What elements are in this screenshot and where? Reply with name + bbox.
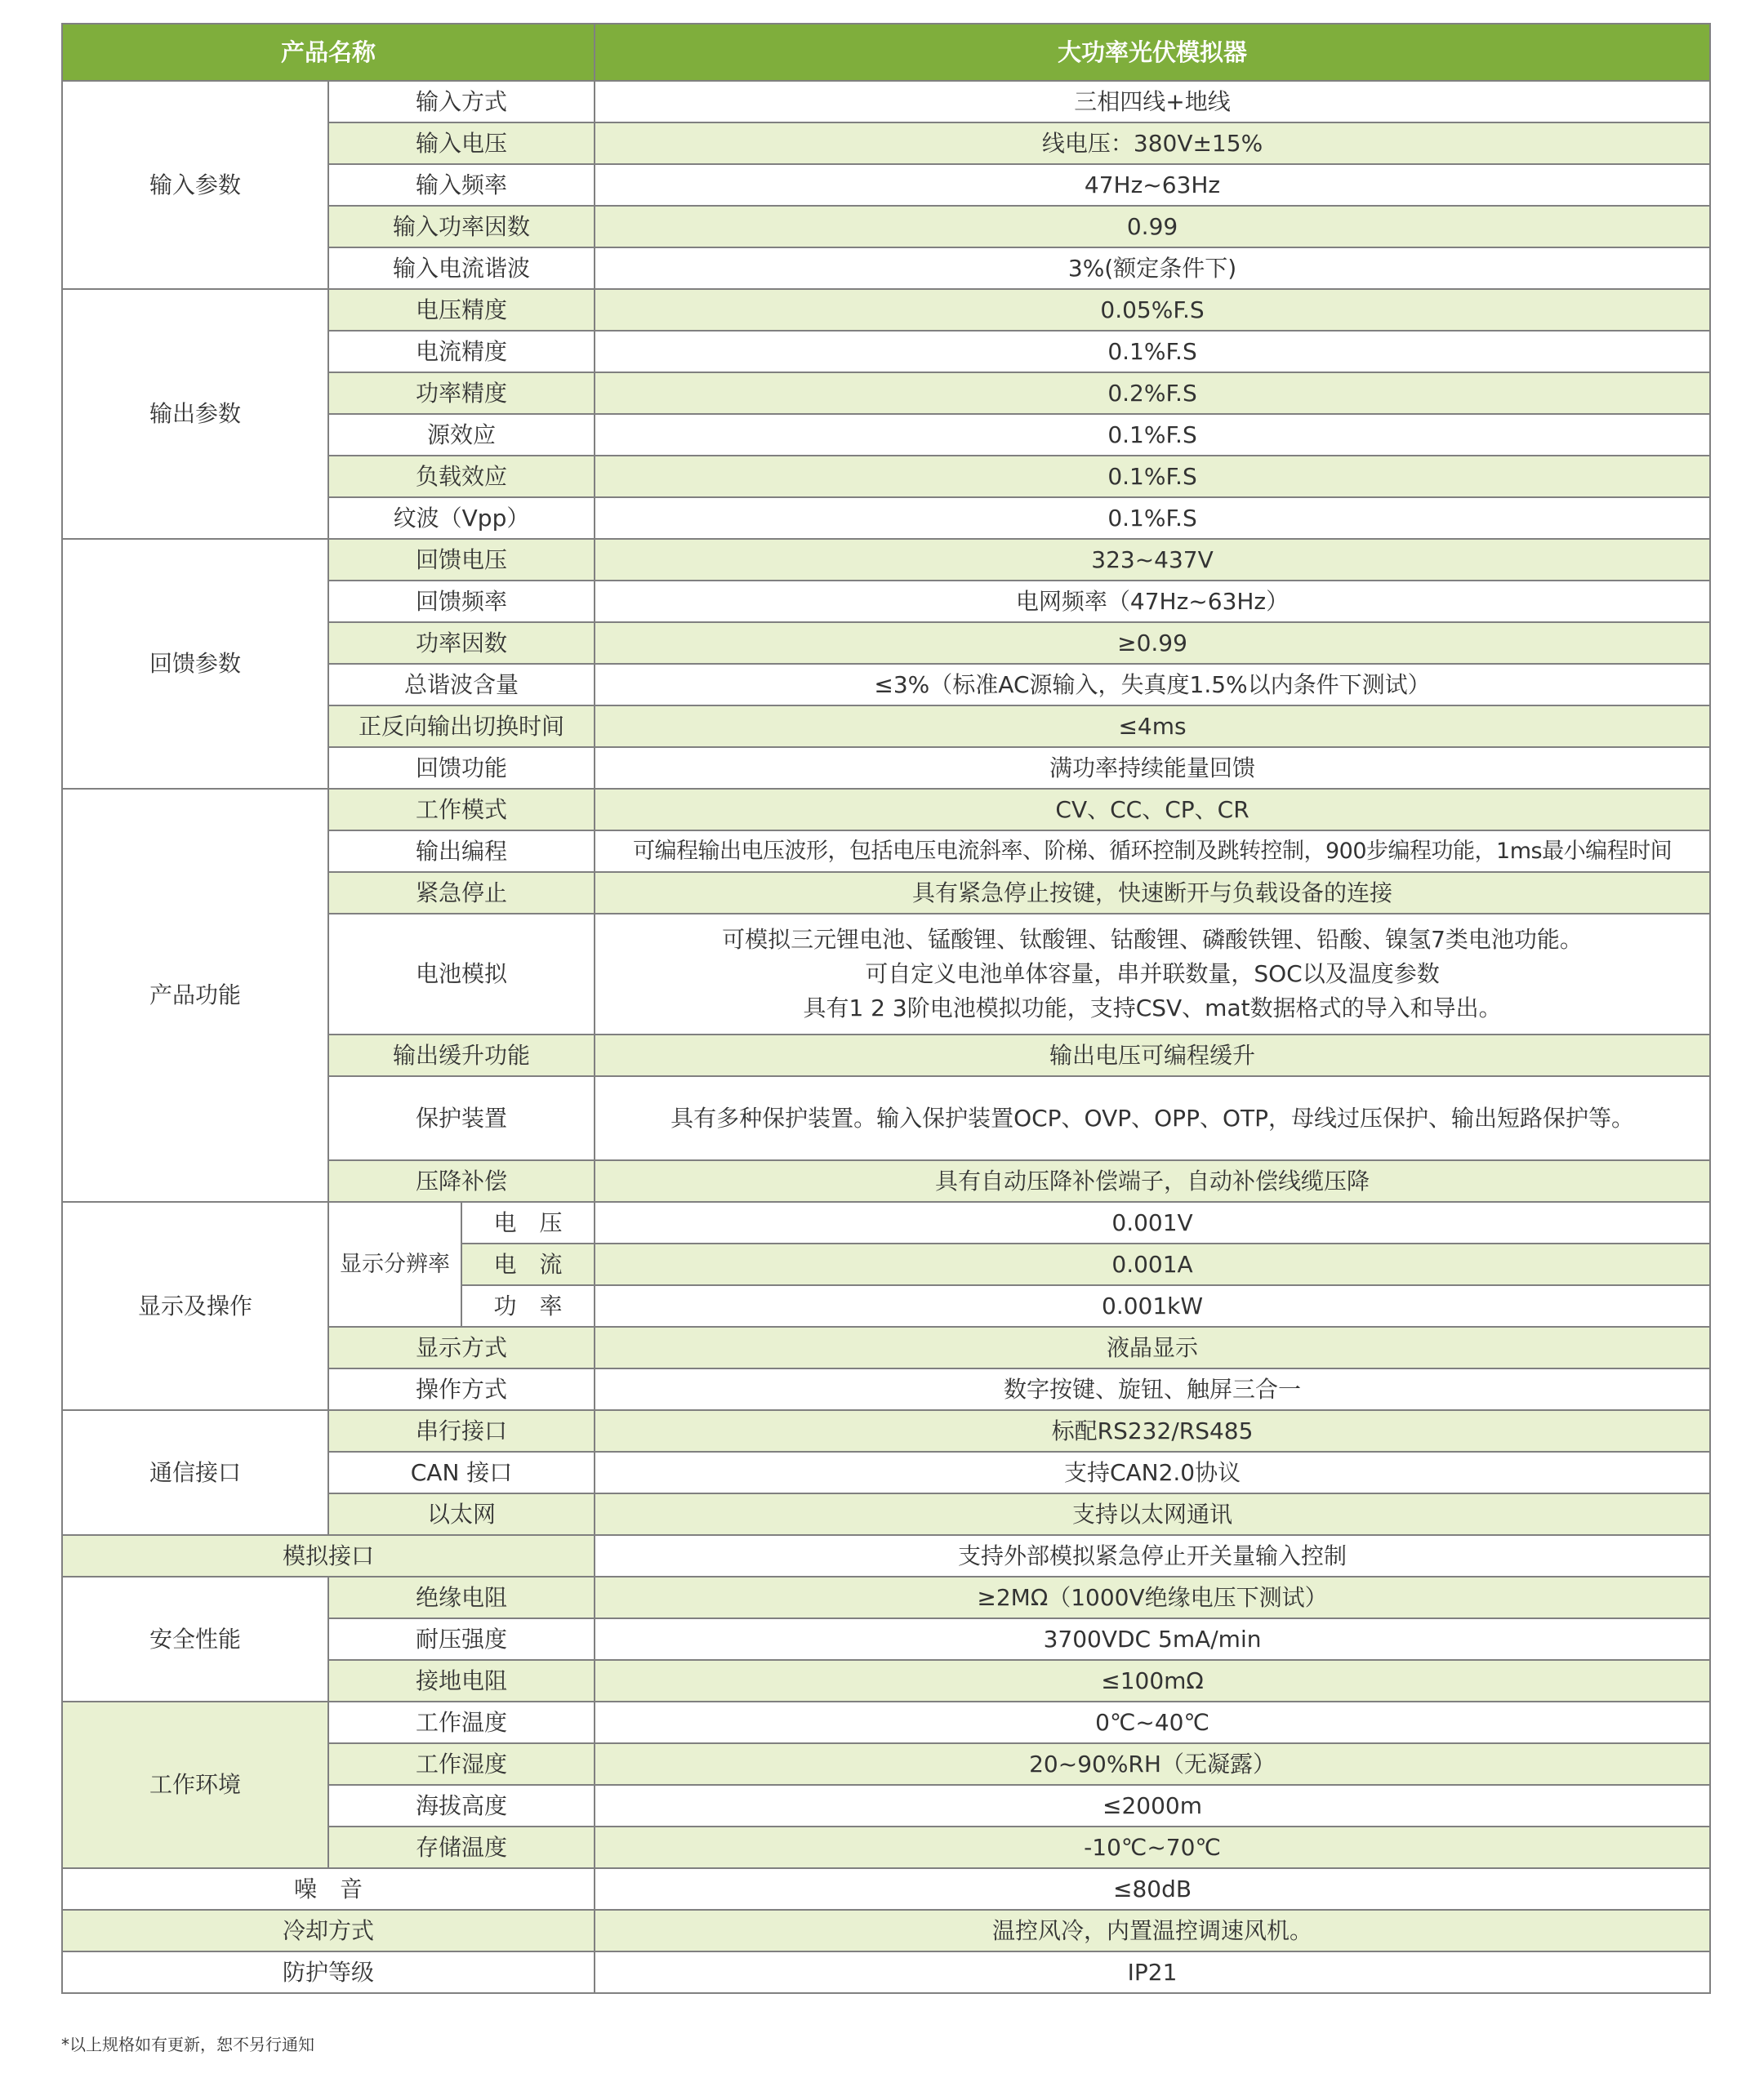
param-name: 电压精度: [328, 289, 595, 331]
param-value: 三相四线+地线: [595, 81, 1710, 122]
param-value: 0.1%F.S: [595, 331, 1710, 372]
param-name: 回馈频率: [328, 581, 595, 622]
param-name: 紧急停止: [328, 872, 595, 914]
category-cooling: 冷却方式: [62, 1910, 595, 1951]
param-name: 耐压强度: [328, 1618, 595, 1660]
param-name: 工作湿度: [328, 1743, 595, 1785]
param-name: 输入电压: [328, 122, 595, 164]
param-value: 具有紧急停止按键，快速断开与负载设备的连接: [595, 872, 1710, 914]
param-name: 功率精度: [328, 372, 595, 414]
param-value: 液晶显示: [595, 1327, 1710, 1368]
param-value: 支持外部模拟紧急停止开关量输入控制: [595, 1535, 1710, 1577]
table-row: [62, 289, 1710, 331]
param-name: 显示方式: [328, 1327, 595, 1368]
param-name: 操作方式: [328, 1368, 595, 1410]
param-value: ≤2000m: [595, 1785, 1710, 1827]
param-value: ≥2MΩ（1000V绝缘电压下测试）: [595, 1577, 1710, 1618]
battery-sim-line: 可自定义电池单体容量，串并联数量，SOC以及温度参数: [865, 960, 1440, 987]
param-name: 输出编程: [328, 830, 595, 872]
category-feedback: 回馈参数: [62, 539, 328, 789]
param-name: 电 流: [461, 1244, 595, 1285]
param-value: 可编程输出电压波形，包括电压电流斜率、阶梯、循环控制及跳转控制，900步编程功能，1ms最小编程时间: [595, 830, 1710, 872]
param-name: 绝缘电阻: [328, 1577, 595, 1618]
battery-sim-line: 可模拟三元锂电池、锰酸锂、钛酸锂、钴酸锂、磷酸铁锂、铅酸、镍氢7类电池功能。: [722, 926, 1583, 953]
param-value: ≤3%（标准AC源输入，失真度1.5%以内条件下测试）: [595, 664, 1710, 705]
param-value: 0.001kW: [595, 1285, 1710, 1327]
category-output: 输出参数: [62, 289, 328, 539]
param-value: 支持CAN2.0协议: [595, 1452, 1710, 1493]
param-name: 正反向输出切换时间: [328, 705, 595, 747]
table-row: [62, 1410, 1710, 1452]
footnote: *以上规格如有更新，恕不另行通知: [61, 2035, 314, 2054]
table-row: [62, 1951, 1710, 1993]
param-value: ≥0.99: [595, 622, 1710, 664]
param-value: 0.1%F.S: [595, 456, 1710, 497]
table-header-row: [62, 24, 1710, 81]
param-value: 数字按键、旋钮、触屏三合一: [595, 1368, 1710, 1410]
resolution-label: 显示分辨率: [328, 1202, 461, 1327]
param-value: 具有多种保护装置。输入保护装置OCP、OVP、OPP、OTP，母线过压保护、输出短路保护等。: [595, 1076, 1710, 1160]
param-name: 输入频率: [328, 164, 595, 206]
param-name: 电 压: [461, 1202, 595, 1244]
param-value: 输出电压可编程缓升: [595, 1035, 1710, 1076]
param-value: 0.001A: [595, 1244, 1710, 1285]
param-name: 输入功率因数: [328, 206, 595, 247]
table-row: [62, 789, 1710, 830]
param-name: 电池模拟: [328, 914, 595, 1035]
param-name: 功 率: [461, 1285, 595, 1327]
header-product-name-value: 大功率光伏模拟器: [595, 24, 1710, 81]
table-row: [62, 1535, 1710, 1577]
table-row: [62, 539, 1710, 581]
param-value: 20~90%RH（无凝露）: [595, 1743, 1710, 1785]
param-value: 具有自动压降补偿端子，自动补偿线缆压降: [595, 1160, 1710, 1202]
param-value: 323~437V: [595, 539, 1710, 581]
param-name: 以太网: [328, 1493, 595, 1535]
param-name: 海拔高度: [328, 1785, 595, 1827]
param-value: ≤4ms: [595, 705, 1710, 747]
param-value: -10℃~70℃: [595, 1827, 1710, 1868]
param-name: 串行接口: [328, 1410, 595, 1452]
battery-sim-value: [595, 914, 1710, 1035]
param-value: 0.2%F.S: [595, 372, 1710, 414]
spec-table: [61, 23, 1711, 1994]
param-name: 保护装置: [328, 1076, 595, 1160]
param-name: 负载效应: [328, 456, 595, 497]
param-value: 3700VDC 5mA/min: [595, 1618, 1710, 1660]
category-display: 显示及操作: [62, 1202, 328, 1410]
param-name: 接地电阻: [328, 1660, 595, 1702]
param-name: 压降补偿: [328, 1160, 595, 1202]
battery-sim-line: 具有1 2 3阶电池模拟功能，支持CSV、mat数据格式的导入和导出。: [803, 995, 1502, 1021]
category-comm: 通信接口: [62, 1410, 328, 1535]
param-name: 输入方式: [328, 81, 595, 122]
table-row: [62, 1202, 1710, 1244]
param-name: 工作温度: [328, 1702, 595, 1743]
param-value: 满功率持续能量回馈: [595, 747, 1710, 789]
param-value: 0℃~40℃: [595, 1702, 1710, 1743]
param-value: 支持以太网通讯: [595, 1493, 1710, 1535]
param-value: 电网频率（47Hz~63Hz）: [595, 581, 1710, 622]
param-name: 存储温度: [328, 1827, 595, 1868]
param-name: 源效应: [328, 414, 595, 456]
param-name: 输入电流谐波: [328, 247, 595, 289]
category-protection: 防护等级: [62, 1951, 595, 1993]
param-value: 0.1%F.S: [595, 497, 1710, 539]
param-value: 线电压：380V±15%: [595, 122, 1710, 164]
header-product-name-label: 产品名称: [62, 24, 595, 81]
param-value: 标配RS232/RS485: [595, 1410, 1710, 1452]
param-name: 电流精度: [328, 331, 595, 372]
param-value: 0.1%F.S: [595, 414, 1710, 456]
category-env: 工作环境: [62, 1702, 328, 1868]
table-row: [62, 1702, 1710, 1743]
param-value: ≤80dB: [595, 1868, 1710, 1910]
param-value: 3%(额定条件下): [595, 247, 1710, 289]
param-value: 0.05%F.S: [595, 289, 1710, 331]
param-value: 0.001V: [595, 1202, 1710, 1244]
category-safety: 安全性能: [62, 1577, 328, 1702]
category-analog: 模拟接口: [62, 1535, 595, 1577]
param-value: ≤100mΩ: [595, 1660, 1710, 1702]
category-input: 输入参数: [62, 81, 328, 289]
param-name: 功率因数: [328, 622, 595, 664]
param-name: 工作模式: [328, 789, 595, 830]
param-name: 输出缓升功能: [328, 1035, 595, 1076]
category-noise: 噪 音: [62, 1868, 595, 1910]
param-name: CAN 接口: [328, 1452, 595, 1493]
param-value: 47Hz~63Hz: [595, 164, 1710, 206]
category-function: 产品功能: [62, 789, 328, 1202]
table-row: [62, 1910, 1710, 1951]
param-name: 回馈电压: [328, 539, 595, 581]
param-value: 0.99: [595, 206, 1710, 247]
table-row: [62, 1577, 1710, 1618]
table-row: [62, 81, 1710, 122]
param-value: CV、CC、CP、CR: [595, 789, 1710, 830]
table-row: [62, 1868, 1710, 1910]
param-name: 总谐波含量: [328, 664, 595, 705]
param-name: 回馈功能: [328, 747, 595, 789]
param-value: 温控风冷，内置温控调速风机。: [595, 1910, 1710, 1951]
param-name: 纹波（Vpp）: [328, 497, 595, 539]
param-value: IP21: [595, 1951, 1710, 1993]
